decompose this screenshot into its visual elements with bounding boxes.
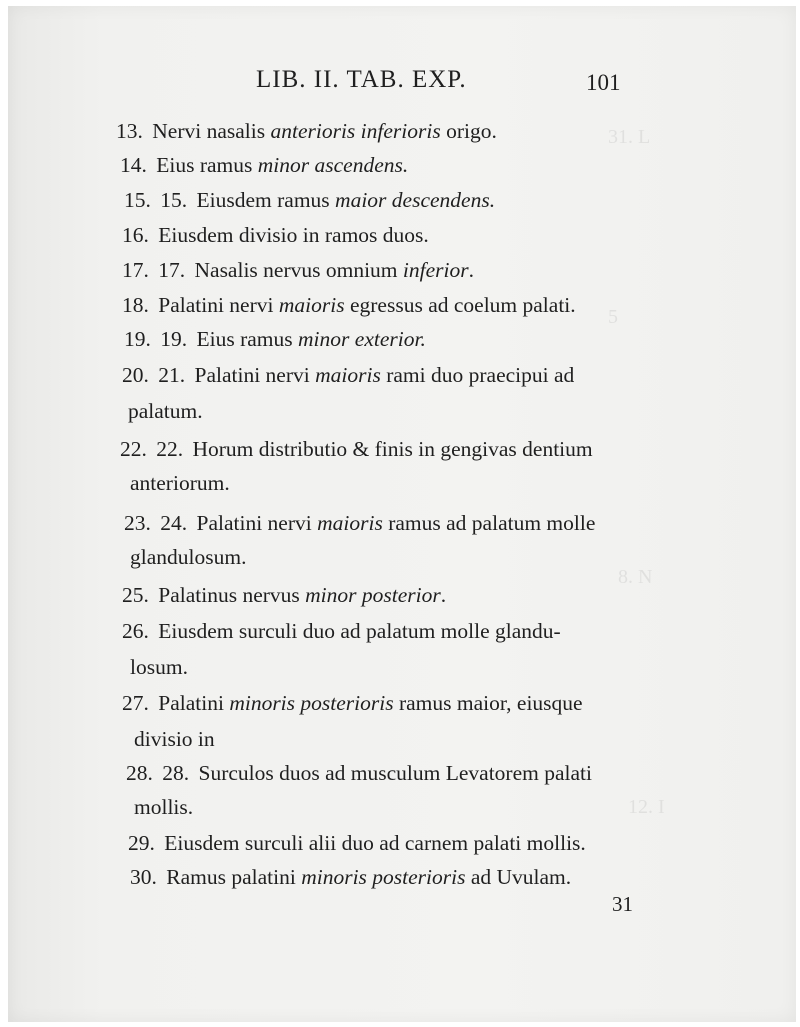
entry-number: 19. (124, 327, 151, 351)
entry-italic: minoris posterioris (229, 691, 394, 715)
entry-text: . (468, 258, 474, 282)
entry-text: Surculos duos ad musculum Levatorem palati (198, 761, 592, 785)
entry-italic: maioris (278, 293, 345, 317)
list-item (126, 756, 592, 790)
list-item (122, 578, 446, 612)
entry-text: Palatini (158, 691, 230, 715)
running-head: LIB. II. TAB. EXP. (256, 66, 467, 93)
entry-number-secondary: 17. (158, 258, 186, 282)
entry-text: origo. (440, 119, 497, 143)
entry-text: Eius ramus (196, 327, 299, 351)
entry-number-secondary: 28. (162, 761, 190, 785)
page-header (8, 66, 796, 102)
entry-text: Eiusdem surculi alii duo ad carnem palati mollis. (164, 831, 586, 855)
list-item (124, 183, 495, 217)
entry-number: 23. (124, 511, 151, 535)
entry-text: Palatinus nervus (158, 583, 306, 607)
entry-continuation: mollis. (134, 795, 194, 819)
list-item (124, 506, 595, 540)
bleed-through-text: 31. L (608, 126, 651, 148)
entry-number: 28. (126, 761, 153, 785)
entry-number: 16. (122, 223, 149, 247)
entry-continuation: palatum. (128, 399, 203, 423)
entry-number: 20. (122, 363, 149, 387)
entry-text: Palatini nervi (158, 293, 279, 317)
entry-number: 15. (124, 188, 151, 212)
entry-italic: minor posterior (305, 583, 441, 607)
list-item (122, 253, 474, 287)
page-number: 101 (586, 70, 621, 95)
list-item (122, 686, 583, 720)
book-page (8, 6, 796, 1022)
entry-number: 30. (130, 865, 157, 889)
entry-continuation: losum. (130, 655, 188, 679)
entry-number: 29. (128, 831, 155, 855)
entry-text: Ramus palatini (166, 865, 302, 889)
list-item (122, 218, 429, 252)
bleed-through-text: 12. I (628, 796, 665, 818)
entry-text: Palatini nervi (196, 511, 318, 535)
entry-text: Eiusdem ramus (196, 188, 336, 212)
entry-number: 17. (122, 258, 149, 282)
entry-continuation: glandulosum. (130, 545, 247, 569)
entry-text: Nasalis nervus omnium (194, 258, 403, 282)
entry-italic: maioris (315, 363, 381, 387)
entry-number-secondary: 21. (158, 363, 186, 387)
entry-text: Horum distributio & finis in gengivas dentium (192, 437, 593, 461)
list-item (122, 358, 574, 392)
entry-number: 27. (122, 691, 149, 715)
list-item (122, 288, 576, 322)
entry-text: Palatini nervi (194, 363, 316, 387)
entry-continuation: anteriorum. (130, 471, 230, 495)
signature-mark: 31 (612, 892, 633, 916)
entry-continuation: divisio in (134, 727, 215, 751)
entry-number: 18. (122, 293, 149, 317)
bleed-through-text: 5 (608, 306, 618, 328)
entry-text: ramus ad palatum molle (382, 511, 596, 535)
entry-text: . (440, 583, 447, 607)
entry-text: Eiusdem surculi duo ad palatum molle glandu- (158, 619, 561, 643)
entry-number: 14. (120, 153, 147, 177)
entry-text: rami duo praecipui ad (380, 363, 575, 387)
list-item (122, 614, 561, 648)
list-item (120, 148, 408, 182)
list-item (128, 826, 586, 860)
entry-number-secondary: 22. (156, 437, 184, 461)
entry-italic: anterioris inferioris (270, 119, 441, 143)
list-item (130, 860, 571, 894)
entry-number-secondary: 15. (160, 188, 188, 212)
entry-text: Eiusdem divisio in ramos duos. (158, 223, 429, 247)
entry-text: Nervi nasalis (152, 119, 271, 143)
entry-italic: minor ascendens. (257, 153, 409, 177)
entry-number-secondary: 24. (160, 511, 188, 535)
entry-number: 22. (120, 437, 147, 461)
bleed-through-text: 8. N (618, 566, 653, 588)
entry-number-secondary: 19. (160, 327, 188, 351)
entry-text: egressus ad coelum palati. (344, 293, 576, 317)
entry-number: 13. (116, 119, 143, 143)
entry-number: 26. (122, 619, 149, 643)
list-item (116, 114, 497, 148)
entry-italic: maioris (317, 511, 383, 535)
entry-italic: inferior (402, 258, 469, 282)
entry-italic: minor exterior. (298, 327, 426, 351)
entry-text: ramus maior, eiusque (393, 691, 583, 715)
list-item (124, 322, 426, 356)
entry-text: ad Uvulam. (465, 865, 572, 889)
entry-text: Eius ramus (156, 153, 258, 177)
entry-italic: maior descendens. (335, 188, 496, 212)
list-item (120, 432, 593, 466)
entry-italic: minoris posterioris (301, 865, 466, 889)
entry-number: 25. (122, 583, 149, 607)
